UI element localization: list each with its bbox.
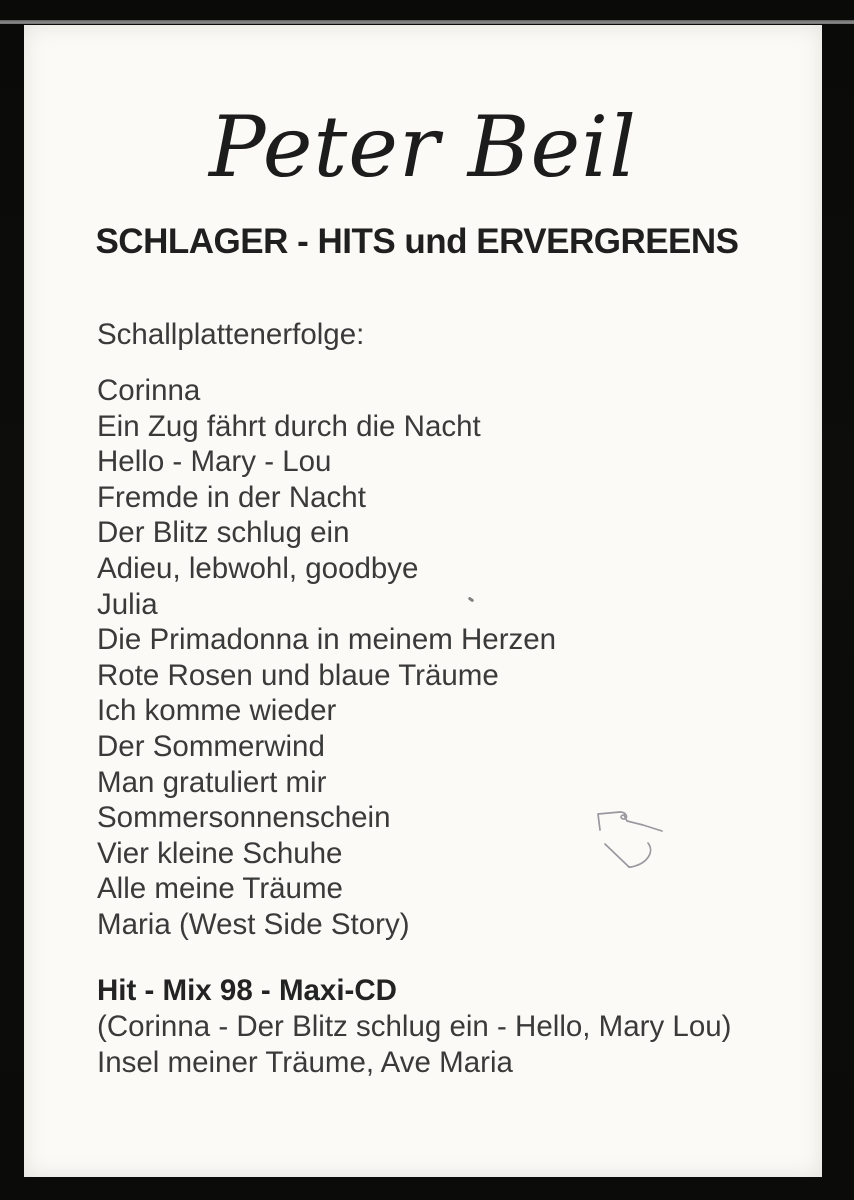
card-subtitle: SCHLAGER - HITS und ERVERGREENS	[95, 222, 739, 261]
scanner-edge-line	[0, 20, 854, 24]
song-title: Der Sommerwind	[97, 729, 325, 763]
song-title: Alle meine Träume	[97, 872, 343, 906]
section-label: Schallplattenerfolge:	[97, 318, 365, 351]
song-title: Maria (West Side Story)	[97, 907, 410, 941]
song-title: Rote Rosen und blaue Träume	[97, 658, 499, 692]
hitmix-tracks: (Corinna - Der Blitz schlug ein - Hello, Mary Lou)	[97, 1009, 732, 1043]
song-title: Die Primadonna in meinem Herzen	[97, 623, 557, 657]
song-title: Ein Zug fährt durch die Nacht	[97, 409, 481, 443]
song-title: Ich komme wieder	[97, 694, 337, 728]
song-title: Adieu, lebwohl, goodbye	[97, 551, 419, 585]
song-list	[97, 373, 556, 943]
song-title: Fremde in der Nacht	[97, 480, 366, 514]
autograph-card-back	[24, 25, 822, 1177]
song-title: Julia	[97, 587, 158, 621]
hitmix-section	[97, 973, 731, 1080]
song-title: Hello - Mary - Lou	[97, 445, 332, 479]
hitmix-title: Hit - Mix 98 - Maxi-CD	[97, 974, 397, 1007]
song-title: Vier kleine Schuhe	[97, 836, 343, 870]
song-title: Der Blitz schlug ein	[97, 516, 350, 550]
hitmix-extra: Insel meiner Träume, Ave Maria	[97, 1045, 513, 1079]
handwritten-pencil-mark-icon	[580, 797, 690, 897]
song-title: Man gratuliert mir	[97, 765, 327, 799]
artist-name: Peter Beil	[209, 98, 637, 196]
song-title: Sommersonnenschein	[97, 801, 391, 835]
song-title: Corinna	[97, 374, 201, 407]
